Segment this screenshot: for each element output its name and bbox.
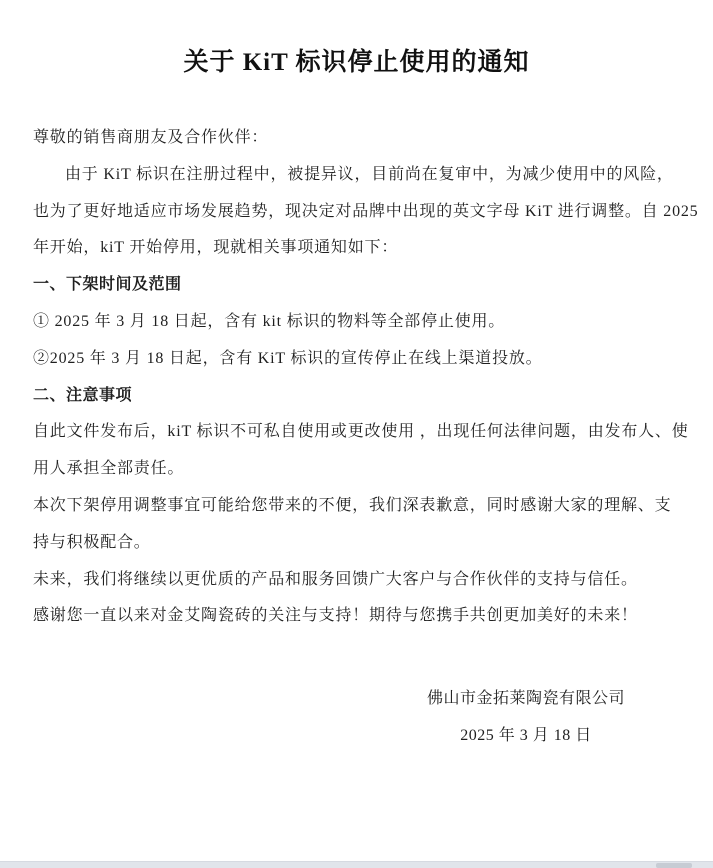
intro-line-2: 也为了更好地适应市场发展趋势，现决定对品牌中出现的英文字母 KiT 进行调整。自 2025 (33, 202, 699, 220)
section-1-item-1: ① 2025 年 3 月 18 日起，含有 kit 标识的物料等全部停止使用。 (33, 312, 506, 330)
section-2-line-4: 持与积极配合。 (33, 533, 151, 551)
company-signature: 佛山市金拓莱陶瓷有限公司 (426, 690, 625, 707)
section-2-line-2: 用人承担全部责任。 (33, 460, 185, 478)
document-title: 关于 KiT 标识停止使用的通知 (183, 49, 530, 76)
section-2-line-1: 自此文件发布后，kiT 标识不可私自使用或更改使用 ，出现任何法律问题，由发布人、使 (33, 423, 689, 441)
salutation-line: 尊敬的销售商朋友及合作伙伴： (33, 129, 269, 146)
document-date: 2025 年 3 月 18 日 (460, 726, 592, 744)
document-body (33, 120, 699, 635)
section-2-line-3: 本次下架停用调整事宜可能给您带来的不便，我们深表歉意，同时感谢大家的理解、支 (33, 496, 672, 514)
section-1-item-2: ②2025 年 3 月 18 日起，含有 KiT 标识的宣传停止在线上渠道投放。 (33, 349, 543, 367)
section-2-heading: 二、注意事项 (33, 386, 133, 404)
horizontal-scrollbar-track[interactable] (0, 861, 713, 868)
intro-line-3: 年开始，kiT 开始停用，现就相关事项通知如下： (33, 239, 399, 257)
closing-remark-1: 未来，我们将继续以更优质的产品和服务回馈广大客户与合作伙伴的支持与信任。 (33, 570, 638, 588)
horizontal-scrollbar-thumb[interactable] (656, 863, 692, 868)
intro-line-1: 由于 KiT 标识在注册过程中，被提异议，目前尚在复审中，为减少使用中的风险， (65, 165, 674, 183)
closing-remark-2: 感谢您一直以来对金艾陶瓷砖的关注与支持！期待与您携手共创更加美好的未来！ (33, 607, 638, 625)
section-1-heading: 一、下架时间及范围 (33, 276, 182, 294)
signature-block (395, 681, 657, 755)
